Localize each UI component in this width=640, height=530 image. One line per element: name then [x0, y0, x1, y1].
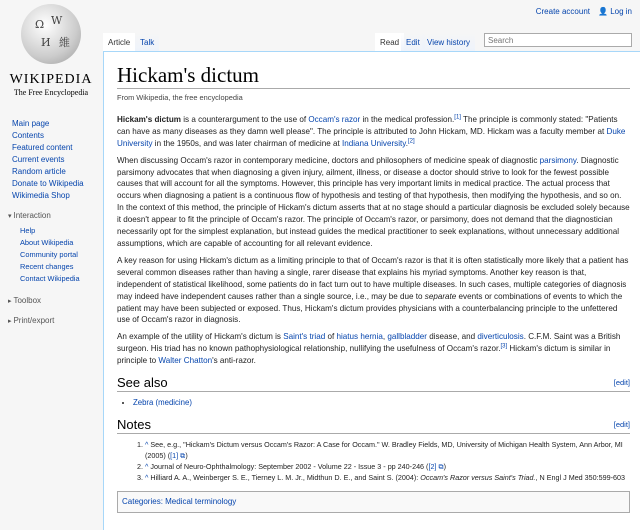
sidebar-item-featured[interactable]: Featured content	[12, 143, 73, 152]
external-link-icon: ⧉	[438, 461, 444, 471]
link-saints-triad[interactable]: Saint's triad	[283, 332, 326, 342]
note-item: 1. ^ See, e.g., "Hickam's Dictum versus Occam's Razor: A Case for Occam." W. Bradley Fields, MD, University of Michigan Health System, Ann Arbor, MI (2005) ([1] ⧉)	[145, 439, 630, 461]
edit-notes-link[interactable]: [edit]	[613, 419, 630, 429]
notes-list	[145, 439, 630, 483]
link-zebra[interactable]: Zebra (medicine)	[133, 398, 192, 408]
print-export-toggle[interactable]: ▸ Print/export	[0, 315, 100, 327]
caret-up-icon[interactable]: ^	[145, 439, 149, 449]
sidebar-item-random[interactable]: Random article	[12, 167, 66, 176]
see-also-list	[133, 397, 630, 409]
personal-tools	[536, 7, 632, 16]
link-diverticulosis[interactable]: diverticulosis	[477, 332, 524, 342]
page-tabs	[103, 33, 640, 51]
tab-read[interactable]: Read	[375, 33, 404, 51]
sidebar-item-shop[interactable]: Wikimedia Shop	[12, 191, 70, 200]
paragraph-intro: Hickam's dictum is a counterargument to the use of Occam's razor in the medical profession.[1] The principle is commonly stated: "Patients can have as many diseases as they damn well please". The principle is attributed to John Hickam, MD. Hickam was a faculty member at Duke University in the 1950s, and was later chairman of medicine at Indiana University.[2]	[117, 114, 626, 148]
puzzle-globe-icon: Ω W И 維	[21, 4, 81, 64]
sidebar-item-community[interactable]: Community portal	[20, 250, 78, 259]
link-parsimony[interactable]: parsimony	[539, 155, 577, 165]
user-icon: 👤	[598, 7, 608, 16]
sidebar-item-contents[interactable]: Contents	[12, 131, 45, 140]
search-input[interactable]	[484, 33, 632, 47]
logo-tagline: The Free Encyclopedia	[13, 88, 89, 97]
tab-edit[interactable]: Edit	[401, 33, 425, 51]
link-occams-razor[interactable]: Occam's razor	[308, 114, 361, 124]
tab-article[interactable]: Article	[103, 33, 135, 51]
link-hiatus-hernia[interactable]: hiatus hernia	[336, 332, 383, 342]
categories-link[interactable]: Categories	[122, 496, 161, 506]
note-item: 3. ^ Hilliard A. A., Weinberger S. E., Tierney L. M. Jr., Midthun D. E., and Saint S. (2004): Occam's Razor versus Saint's Triad., N Engl J Med 350:599-603	[145, 472, 630, 483]
note-item: 2. ^ Journal of Neuro-Ophthalmology: September 2002 - Volume 22 - Issue 3 - pp 240-246 ([2] ⧉)	[145, 461, 630, 472]
sidebar-item-about[interactable]: About Wikipedia	[20, 238, 74, 247]
page-subtitle: From Wikipedia, the free encyclopedia	[117, 93, 243, 102]
paragraph-4: An example of the utility of Hickam's dictum is Saint's triad of hiatus hernia, gallbladder disease, and diverticulosis. C.F.M. Saint was a British surgeon. His triad has no known pathophysiological relationship, nullifying the usefulness of Occam's razor.[3] Hickam's dictum is similar in principle to Walter Chatton's anti-razor.	[117, 332, 621, 366]
link-indiana[interactable]: Indiana University	[341, 138, 406, 148]
ref-1[interactable]: [1]	[454, 114, 461, 121]
interaction-list	[0, 225, 100, 285]
external-link-icon: ⧉	[180, 450, 186, 460]
tab-view-history[interactable]: View history	[422, 33, 475, 51]
article-content	[103, 51, 640, 530]
sidebar-item-main-page[interactable]: Main page	[12, 119, 50, 128]
sidebar-item-contact[interactable]: Contact Wikipedia	[20, 274, 80, 283]
ref-3[interactable]: [3]	[500, 343, 508, 350]
paragraph-3: A key reason for using Hickam's dictum as a limiting principle to that of Occam's razor is that it is often statistically more likely that a patient has several common diseases rather than having a single, rarer disease that explains his myriad symptoms. Another key reason is that, independent of statistical likelihood, some patients do in fact turn out to have multiple diseases. In such cases, multiple categories of diagnosis may indeed have independent causes rather than a single source, i.e., may be due to separate events or combinations of events to which the patient may have been subjected or exposed. Thus, Hickam's dictum provides physicians with a counterbalancing principle to the unfettered use of Occam's razor in diagnosis.	[117, 255, 629, 325]
log-in-link[interactable]: 👤 Log in	[598, 7, 632, 16]
sidebar-nav	[0, 118, 100, 202]
ref-2[interactable]: [2]	[407, 138, 415, 145]
category-medical-terminology[interactable]: Medical terminology	[165, 496, 237, 506]
interaction-toggle[interactable]: ▾ Interaction	[0, 210, 100, 222]
caret-up-icon[interactable]: ^	[145, 472, 149, 482]
create-account-link[interactable]: Create account	[535, 7, 590, 16]
caret-up-icon[interactable]: ^	[145, 461, 149, 471]
sidebar-item-help[interactable]: Help	[20, 226, 36, 235]
link-gallbladder[interactable]: gallbladder	[387, 332, 427, 342]
see-also-heading: See also [edit]	[117, 375, 630, 391]
sidebar	[0, 118, 100, 327]
notes-heading: Notes [edit]	[117, 416, 630, 432]
wikipedia-logo[interactable]	[8, 4, 94, 97]
categories-box: Categories: Medical terminology	[117, 491, 630, 513]
tab-talk[interactable]: Talk	[135, 33, 159, 51]
external-link[interactable]: [2]	[428, 461, 437, 471]
page-title: Hickam's dictum	[117, 62, 630, 89]
logo-wordmark: WIKIPEDIA	[9, 72, 93, 87]
sidebar-item-donate[interactable]: Donate to Wikipedia	[12, 179, 84, 188]
edit-see-also-link[interactable]: [edit]	[613, 378, 630, 388]
link-walter-chatton[interactable]: Walter Chatton	[158, 356, 213, 366]
paragraph-2: When discussing Occam's razor in contemporary medicine, doctors and philosophers of medicine speak of diagnostic parsimony. Diagnostic parsimony advocates that when diagnosing a given injury, ailment, illness, or disease a doctor should strive to look for the fewest possible causes that will account for all the symptoms. However, this principle has very important limits in medical practice. The actual process that occurs when diagnosing a patient is a continuous flow of hypothesis and testing of that hypothesis, then modifying the hypothesis, and so on. In the context of this method, the principle of Hickam's dictum asserts that at no stage should a particular diagnosis be excluded solely because it doesn't appear to fit the principle of Occam's razor. The principle of Occam's razor, or parsimony, does not demand that the diagnostician necessarily opt for the simplest explanation, but instead guides the medical practitioner to seek explanations, without unnecessary additional assumptions, which are capable of accounting for all relevant evidence.	[117, 155, 630, 248]
link-duke[interactable]: Duke University	[117, 126, 626, 148]
sidebar-item-current-events[interactable]: Current events	[12, 155, 65, 164]
external-link[interactable]: [1]	[170, 450, 179, 460]
sidebar-item-recent-changes[interactable]: Recent changes	[20, 262, 74, 271]
toolbox-toggle[interactable]: ▸ Toolbox	[0, 295, 100, 307]
